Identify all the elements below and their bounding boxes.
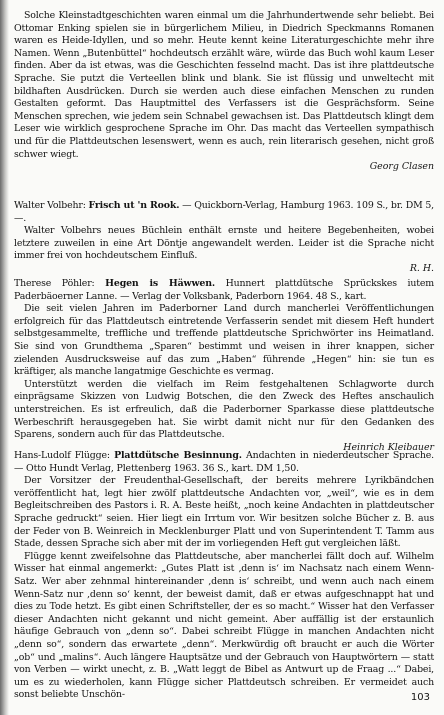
- review-paragraph: Flügge kennt zweifelsohne das Plattdeutsche, aber mancherlei fällt doch auf. Wilhelm Wisser hat einmal angemerkt: „Gutes Platt ist ‚denn is‘ im Nachsatz nach einem Wenn-Satz. Wer aber zehnmal hintereinander ‚denn is‘ schreibt, und wenn auch nach einem Wenn-Satz nur ‚denn so‘ kennt, der beweist damit, daß er etwas aufgeschnappt hat und dies zu Tode hetzt. Es gibt einen Schriftsteller, der es so macht.“ Wisser hat den Verfasser dieser Andachten nicht gekannt und nicht gemeint. Aber auffällig ist der erstaunlich häufige Gebrauch von „denn so“. Dabei schreibt Flügge in manchen Andachten nicht „denn so“, sondern das erwartete „denn“. Merkwürdig oft braucht er auch die Wörter „ob“ und „malins“. Auch längere Hauptsätze und der Gebrauch von Hauptwörtern — statt von Verben — wirkt unecht, z. B. „Watt leggt de Bibel as Antwurt up de Fraag ...“ Dabei, um es zu wiederholen, kann Flügge sicher Plattdeutsch schreiben. Er vermeidet auch sonst beliebte Unschön-: [14, 550, 434, 701]
- citation-publisher: — Quickborn-Verlag, Hamburg 1963. 109 S., br. DM 5,—.: [14, 200, 434, 224]
- review-citation: [14, 200, 434, 225]
- review-frisch-ut-n-rook: [14, 200, 434, 276]
- page-number: 103: [410, 692, 430, 703]
- citation-author: Hans-Ludolf Flügge:: [14, 450, 115, 461]
- review-paragraph: Walter Volbehrs neues Büchlein enthält ernste und heitere Begebenheiten, wobei letztere zuweilen in eine Art Döntje angewandelt werden. Leider ist die Sprache nicht immer frei von hochdeutschem Einfluß.: [14, 225, 434, 262]
- review-signature: R. H.: [409, 262, 434, 274]
- review-paragraph: Unterstützt werden die vielfach im Reim festgehaltenen Schlagworte durch einprägsame Skizzen von Ludwig Botschen, die den Zweck des Heftes anschaulich unterstreichen. Es ist erfreulich, daß die Paderborner Sparkasse diese plattdeutsche Werbeschrift herausgegeben hat. Sie wirbt damit nicht nur für den Gedanken des Sparens, sondern auch für das Plattdeutsche.: [14, 378, 434, 441]
- citation-title: Hegen is Häwwen.: [105, 278, 215, 289]
- review-paragraph: Die seit vielen Jahren im Paderborner Land durch mancherlei Veröffentlichungen erfolgreich für das Plattdeutsch eintretende Verfasserin sendet mit diesem Heft hundert selbstgesammelte, treffliche und treffende plattdeutsche Sprichwörter ins Heimatland. Sie sind von Grundthema „Sparen“ bestimmt und weisen in ihrer knappen, sicher zielenden Ausdrucksweise auf das zum „Haben“ führende „Hegen“ hin: sie tun es kräftiger, als manche langatmige Geschichte es vermag.: [14, 303, 434, 378]
- review-hegen-is-haewwen: [14, 278, 434, 454]
- citation-publisher: Andachten in niederdeutscher Sprache. — Otto Hundt Verlag, Plettenberg 1963. 36 S., kart. DM 1,50.: [14, 450, 434, 474]
- review-signature: Heinrich Kleibauer: [343, 441, 434, 453]
- review-citation: [14, 278, 434, 303]
- citation-title: Plattdütsche Besinnung.: [114, 450, 242, 461]
- book-gutter-shadow: [0, 0, 9, 715]
- review-paragraph: Solche Kleinstadtgeschichten waren einmal um die Jahrhundertwende sehr beliebt. Bei Ottomar Enking spielen sie in bürgerlichem Milieu, in Diedrich Speckmanns Romanen waren es Heide-Idyllen, und so mehr. Heute kennt keine Literaturgeschichte mehr ihre Namen. Wenn „Butenbüttel“ hochdeutsch erzählt wäre, würde das Buch wohl kaum Leser finden. Aber da ist etwas, was die Geschichten fesselnd macht. Das ist ihre plattdeutsche Sprache. Sie putzt die Verteellen blink und blank. Sie ist flüssig und unweltecht mit bildhaften Ausdrücken. Durch sie werden auch diese einfachen Menschen zu runden Gestalten geformt. Das Hauptmittel des Verfassers ist die Gesprächsform. Seine Menschen sprechen, wie jedem sein Schnabel gewachsen ist. Das Plattdeutsch klingt dem Leser wie wirklich gesprochene Sprache im Ohr. Das macht das Verteellen sympathisch und für die Plattdeutschen lesenswert, wenn es auch, rein literarisch gesehen, nicht groß schwer wiegt.: [14, 10, 434, 160]
- review-butenbuettel: [14, 10, 434, 174]
- citation-author: Walter Volbehr:: [14, 200, 89, 211]
- review-plattduetsche-besinnung: [14, 450, 434, 702]
- review-signature: Georg Clasen: [369, 161, 434, 173]
- citation-author: Therese Pöhler:: [14, 278, 106, 289]
- citation-publisher: Hunnert plattdütsche Sprückskes iutem Paderbäoerner Lanne. — Verlag der Volksbank, Paderborn 1964. 48 S., kart.: [14, 278, 435, 302]
- review-paragraph: Der Vorsitzer der Freudenthal-Gesellschaft, der bereits mehrere Lyrikbändchen veröffentlicht hat, legt hier zwölf plattdeutsche Andachten vor, „weil“, wie es in dem Begleitschreiben des Pastors i. R. A. Beste heißt, „noch keine Andachten in plattdeutscher Sprache gedruckt“ seien. Hier liegt ein Irrtum vor. Wir besitzen solche Bücher z. B. aus der Feder von B. Weinreich in Mecklenburger Platt und von Superintendent T. Tamm aus Stade, dessen Sprache sich aber mit der im vorliegenden Heft gut vergleichen läßt.: [14, 475, 434, 550]
- citation-title: Frisch ut 'n Rook.: [88, 200, 180, 211]
- review-citation: [14, 450, 434, 475]
